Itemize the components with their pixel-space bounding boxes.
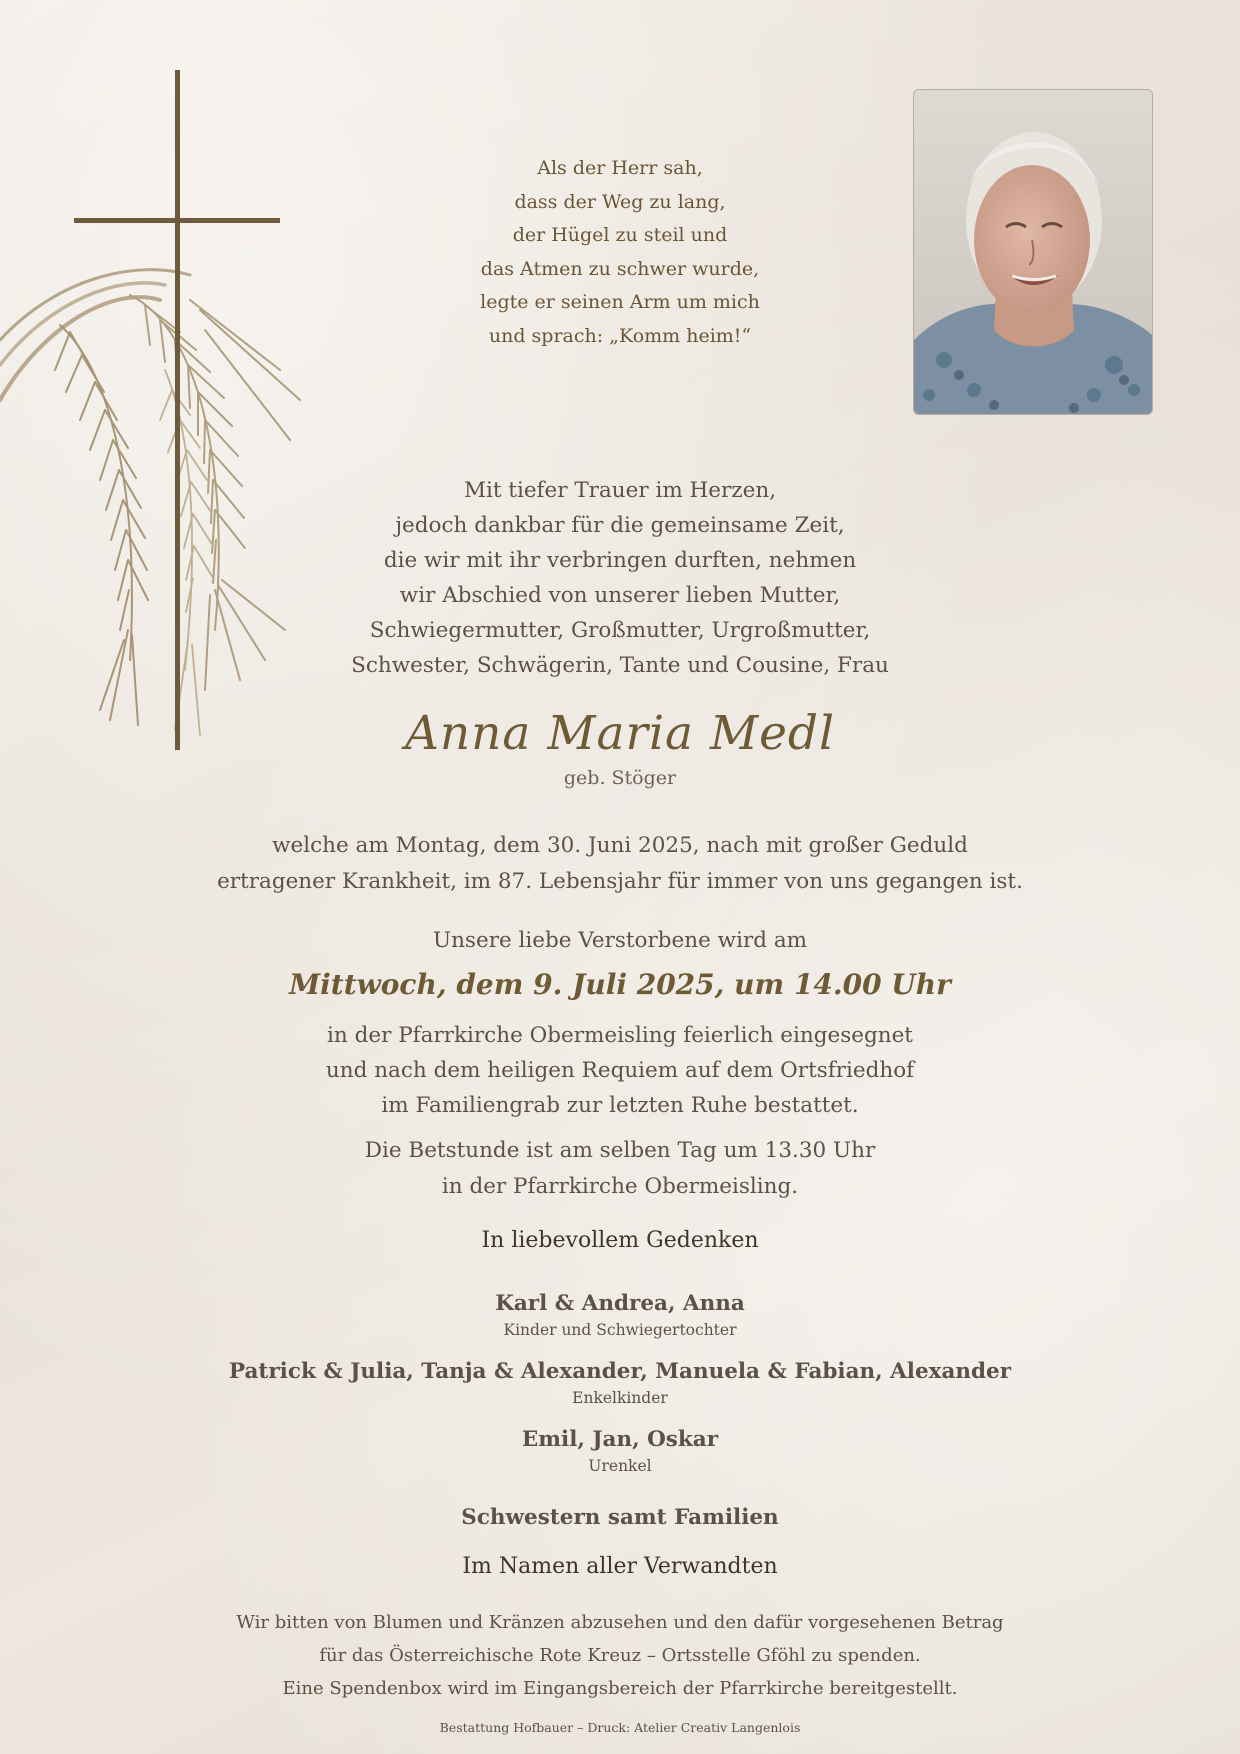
family-role: Enkelkinder xyxy=(572,1389,668,1407)
family-list xyxy=(0,1290,1240,1494)
deceased-name: Anna Maria Medl xyxy=(404,706,836,761)
death-notice-line: ertragener Krankheit, im 87. Lebensjahr für immer von uns gegangen ist. xyxy=(217,869,1023,894)
donation-line: Wir bitten von Blumen und Kränzen abzusehen und den dafür vorgesehenen Betrag xyxy=(236,1612,1004,1633)
death-notice xyxy=(0,828,1240,900)
burial-date: Mittwoch, dem 9. Juli 2025, um 14.00 Uhr xyxy=(289,968,951,1001)
footer-credits: Bestattung Hofbauer – Druck: Atelier Creativ Langenlois xyxy=(439,1720,801,1735)
intro-text xyxy=(0,473,1240,683)
burial-text xyxy=(0,1018,1240,1123)
family-names: Emil, Jan, Oskar xyxy=(521,1427,719,1452)
intro-line: Schwester, Schwägerin, Tante und Cousine, Frau xyxy=(351,653,889,678)
burial-intro: Unsere liebe Verstorbene wird am xyxy=(432,928,808,953)
burial-text-line: im Familiengrab zur letzten Ruhe bestattet. xyxy=(381,1093,859,1118)
prayer-hour xyxy=(0,1133,1240,1205)
intro-line: jedoch dankbar für die gemeinsame Zeit, xyxy=(395,513,845,538)
poem xyxy=(0,152,1240,353)
relatives-line: Im Namen aller Verwandten xyxy=(462,1554,778,1579)
poem-line: das Atmen zu schwer wurde, xyxy=(480,257,760,280)
prayer-line: in der Pfarrkirche Obermeisling. xyxy=(441,1174,799,1199)
family-group xyxy=(0,1426,1240,1478)
burial-text-line: in der Pfarrkirche Obermeisling feierlich eingesegnet xyxy=(327,1023,913,1048)
poem-line: legte er seinen Arm um mich xyxy=(480,291,760,313)
sisters-line: Schwestern samt Familien xyxy=(461,1505,779,1530)
family-names: Patrick & Julia, Tanja & Alexander, Manuela & Fabian, Alexander xyxy=(228,1359,1012,1384)
family-role: Urenkel xyxy=(588,1457,652,1475)
burial-text-line: und nach dem heiligen Requiem auf dem Ortsfriedhof xyxy=(325,1058,915,1083)
family-names: Karl & Andrea, Anna xyxy=(495,1291,745,1316)
intro-line: die wir mit ihr verbringen durften, nehmen xyxy=(383,548,857,573)
maiden-name: geb. Stöger xyxy=(563,767,677,789)
family-role: Kinder und Schwiegertochter xyxy=(503,1321,737,1339)
poem-line: und sprach: „Komm heim!“ xyxy=(488,324,752,347)
death-notice-line: welche am Montag, dem 30. Juni 2025, nach mit großer Geduld xyxy=(272,833,968,858)
poem-line: Als der Herr sah, xyxy=(537,157,703,179)
donation-note xyxy=(0,1606,1240,1705)
family-group xyxy=(0,1358,1240,1410)
donation-line: Eine Spendenbox wird im Eingangsbereich der Pfarrkirche bereitgestellt. xyxy=(282,1678,958,1699)
family-group xyxy=(0,1290,1240,1342)
donation-line: für das Österreichische Rote Kreuz – Ortsstelle Gföhl zu spenden. xyxy=(319,1645,921,1666)
intro-line: Mit tiefer Trauer im Herzen, xyxy=(463,478,777,503)
intro-line: Schwiegermutter, Großmutter, Urgroßmutter, xyxy=(369,618,871,643)
prayer-line: Die Betstunde ist am selben Tag um 13.30 Uhr xyxy=(364,1138,876,1163)
poem-line: der Hügel zu steil und xyxy=(512,224,728,246)
poem-line: dass der Weg zu lang, xyxy=(514,190,726,213)
memory-heading: In liebevollem Gedenken xyxy=(481,1228,759,1253)
intro-line: wir Abschied von unserer lieben Mutter, xyxy=(399,583,841,608)
